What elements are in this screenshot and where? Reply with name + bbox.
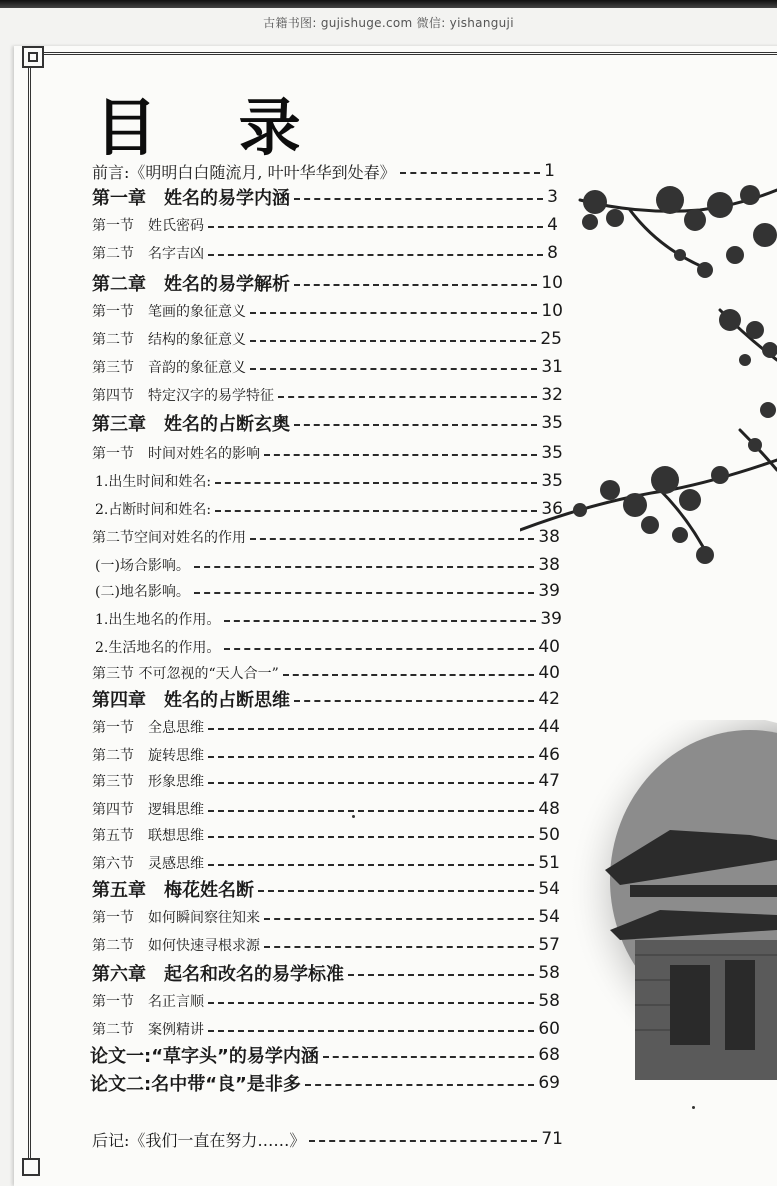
toc-entry[interactable]	[92, 960, 560, 986]
toc-entry-title: 第五节 联想思维	[92, 828, 204, 844]
toc-entry-title: 第一节 姓氏密码	[92, 218, 204, 234]
toc-entry-page-number: 68	[538, 1045, 560, 1065]
dot-leader	[208, 226, 543, 228]
corner-ornament-bottom	[22, 1158, 40, 1176]
toc-entry-page-number: 58	[538, 991, 560, 1011]
dot-leader	[294, 198, 543, 200]
toc-entry-page-number: 60	[538, 1019, 560, 1039]
dot-leader	[348, 974, 534, 976]
toc-entry-page-number: 39	[538, 581, 560, 601]
toc-entry[interactable]	[92, 714, 560, 740]
dot-leader	[294, 424, 537, 426]
dot-leader	[208, 836, 534, 838]
toc-entry-title: 第二节 案例精讲	[92, 1022, 204, 1038]
toc-entry-title: 后记:《我们一直在努力……》	[92, 1130, 306, 1150]
toc-entry[interactable]	[90, 1042, 560, 1068]
dot-leader	[194, 566, 534, 568]
toc-entry-title: (二)地名影响。	[95, 584, 190, 600]
toc-entry-title: 第二节 结构的象征意义	[92, 332, 246, 348]
toc-entry[interactable]	[92, 184, 558, 210]
dot-leader	[208, 728, 534, 730]
toc-entry-title: 论文一:“草字头”的易学内涵	[90, 1046, 319, 1067]
toc-entry-title: 第二节 旋转思维	[92, 748, 204, 764]
dot-leader	[294, 700, 534, 702]
toc-entry-page-number: 32	[541, 385, 563, 405]
dot-leader	[258, 890, 534, 892]
corner-ornament	[22, 46, 44, 68]
toc-entry[interactable]	[95, 634, 560, 660]
toc-entry[interactable]	[92, 326, 562, 352]
dot-leader	[264, 918, 534, 920]
toc-entry-page-number: 38	[538, 527, 560, 547]
toc-entry[interactable]	[92, 1126, 563, 1152]
scan-speck	[692, 1106, 695, 1109]
toc-entry-title: 第一节 时间对姓名的影响	[92, 446, 260, 462]
toc-entry-page-number: 44	[538, 717, 560, 737]
toc-entry-title: 第一节 笔画的象征意义	[92, 304, 246, 320]
scan-top-edge	[0, 0, 777, 8]
toc-entry-page-number: 4	[547, 215, 558, 235]
toc-entry-page-number: 8	[547, 243, 558, 263]
dot-leader	[283, 674, 535, 676]
toc-entry[interactable]	[92, 768, 560, 794]
toc-entry-title: 第二章 姓名的易学解析	[92, 274, 290, 295]
toc-entry-page-number: 57	[538, 935, 560, 955]
toc-entry-title: (一)场合影响。	[95, 558, 190, 574]
border-frame-top	[28, 52, 777, 56]
dot-leader	[278, 396, 537, 398]
toc-entry-page-number: 50	[538, 825, 560, 845]
toc-entry[interactable]	[95, 552, 560, 578]
toc-entry-page-number: 48	[538, 799, 560, 819]
toc-entry-page-number: 39	[540, 609, 562, 629]
toc-entry-page-number: 54	[538, 907, 560, 927]
dot-leader	[194, 592, 534, 594]
toc-entry-page-number: 40	[538, 637, 560, 657]
dot-leader	[250, 368, 537, 370]
toc-entry-title: 第四章 姓名的占断思维	[92, 690, 290, 711]
toc-entry-page-number: 10	[541, 273, 563, 293]
toc-entry[interactable]	[92, 158, 555, 184]
dot-leader	[309, 1140, 537, 1142]
dot-leader	[224, 620, 536, 622]
toc-entry-title: 第三节 音韵的象征意义	[92, 360, 246, 376]
toc-entry-title: 前言:《明明白白随流月, 叶叶华华到处春》	[92, 162, 396, 182]
toc-entry[interactable]	[92, 440, 563, 466]
toc-entry-title: 第四节 逻辑思维	[92, 802, 204, 818]
toc-entry[interactable]	[92, 822, 560, 848]
dot-leader	[323, 1056, 535, 1058]
dot-leader	[208, 782, 534, 784]
page-title: 目 录	[95, 91, 331, 164]
toc-entry[interactable]	[92, 904, 560, 930]
toc-entry-title: 第三节 不可忽视的“天人合一”	[92, 666, 279, 682]
toc-entry[interactable]	[92, 382, 563, 408]
toc-entry-page-number: 25	[540, 329, 562, 349]
dot-leader	[224, 648, 534, 650]
toc-entry-title: 2.占断时间和姓名:	[95, 502, 212, 518]
toc-entry[interactable]	[92, 524, 560, 550]
toc-entry-title: 第一节 全息思维	[92, 720, 204, 736]
toc-entry-page-number: 3	[547, 187, 558, 207]
toc-entry-page-number: 47	[538, 771, 560, 791]
toc-entry[interactable]	[92, 354, 563, 380]
toc-entry[interactable]	[92, 410, 563, 436]
toc-entry[interactable]	[92, 742, 560, 768]
toc-entry[interactable]	[92, 796, 560, 822]
toc-entry[interactable]	[92, 298, 563, 324]
toc-entry[interactable]	[95, 468, 563, 494]
toc-entry-page-number: 58	[538, 963, 560, 983]
toc-entry-page-number: 10	[541, 301, 563, 321]
toc-entry[interactable]	[92, 270, 563, 296]
toc-entry[interactable]	[92, 850, 560, 876]
toc-entry-page-number: 71	[541, 1129, 563, 1149]
dot-leader	[208, 1002, 534, 1004]
toc-entry[interactable]	[92, 660, 560, 686]
toc-entry[interactable]	[92, 240, 558, 266]
dot-leader	[264, 946, 534, 948]
toc-entry-title: 第六节 灵感思维	[92, 856, 204, 872]
toc-entry[interactable]	[92, 876, 560, 902]
toc-entry-page-number: 46	[538, 745, 560, 765]
dot-leader	[208, 810, 534, 812]
toc-entry[interactable]	[90, 1070, 560, 1096]
toc-entry-title: 论文二:名中带“良”是非多	[90, 1074, 301, 1095]
toc-entry[interactable]	[92, 212, 558, 238]
border-frame-left	[28, 52, 32, 1172]
toc-entry-page-number: 31	[541, 357, 563, 377]
toc-entry-title: 第二节 名字吉凶	[92, 246, 204, 262]
dot-leader	[294, 284, 537, 286]
toc-entry-page-number: 69	[538, 1073, 560, 1093]
toc-entry[interactable]	[95, 606, 562, 632]
dot-leader	[264, 454, 537, 456]
toc-entry-title: 第一节 如何瞬间察往知来	[92, 910, 260, 926]
dot-leader	[250, 312, 537, 314]
dot-leader	[208, 1030, 534, 1032]
dot-leader	[400, 172, 541, 174]
toc-entry-title: 第六章 起名和改名的易学标准	[92, 964, 344, 985]
toc-entry-title: 第三节 形象思维	[92, 774, 204, 790]
toc-entry-title: 第五章 梅花姓名断	[92, 880, 254, 901]
dot-leader	[215, 510, 537, 512]
toc-entry-title: 第三章 姓名的占断玄奥	[92, 414, 290, 435]
toc-entry[interactable]	[92, 1016, 560, 1042]
toc-entry-page-number: 36	[541, 499, 563, 519]
dot-leader	[250, 340, 536, 342]
toc-entry-title: 1.出生地名的作用。	[95, 612, 221, 628]
dot-leader	[208, 254, 543, 256]
toc-entry-page-number: 35	[541, 471, 563, 491]
toc-entry-title: 第四节 特定汉字的易学特征	[92, 388, 274, 404]
toc-entry-page-number: 1	[544, 161, 555, 181]
toc-entry[interactable]	[92, 686, 560, 712]
toc-entry-page-number: 42	[538, 689, 560, 709]
toc-entry[interactable]	[95, 578, 560, 604]
toc-entry-page-number: 35	[541, 443, 563, 463]
toc-entry[interactable]	[92, 932, 560, 958]
toc-entry-page-number: 35	[541, 413, 563, 433]
toc-entry-title: 第一节 名正言顺	[92, 994, 204, 1010]
toc-entry-title: 第二节 如何快速寻根求源	[92, 938, 260, 954]
toc-entry-title: 第二节空间对姓名的作用	[92, 530, 246, 546]
toc-entry-page-number: 38	[538, 555, 560, 575]
dot-leader	[250, 538, 534, 540]
toc-entry[interactable]	[95, 496, 563, 522]
toc-entry-page-number: 54	[538, 879, 560, 899]
toc-entry-title: 第一章 姓名的易学内涵	[92, 188, 290, 209]
dot-leader	[215, 482, 537, 484]
toc-entry-page-number: 40	[538, 663, 560, 683]
dot-leader	[208, 864, 534, 866]
dot-leader	[208, 756, 534, 758]
toc-entry-title: 1.出生时间和姓名:	[95, 474, 212, 490]
watermark: 古籍书图: gujishuge.com 微信: yishanguji	[263, 16, 514, 30]
toc-entry-title: 2.生活地名的作用。	[95, 640, 221, 656]
dot-leader	[305, 1084, 535, 1086]
toc-entry[interactable]	[92, 988, 560, 1014]
toc-entry-page-number: 51	[538, 853, 560, 873]
